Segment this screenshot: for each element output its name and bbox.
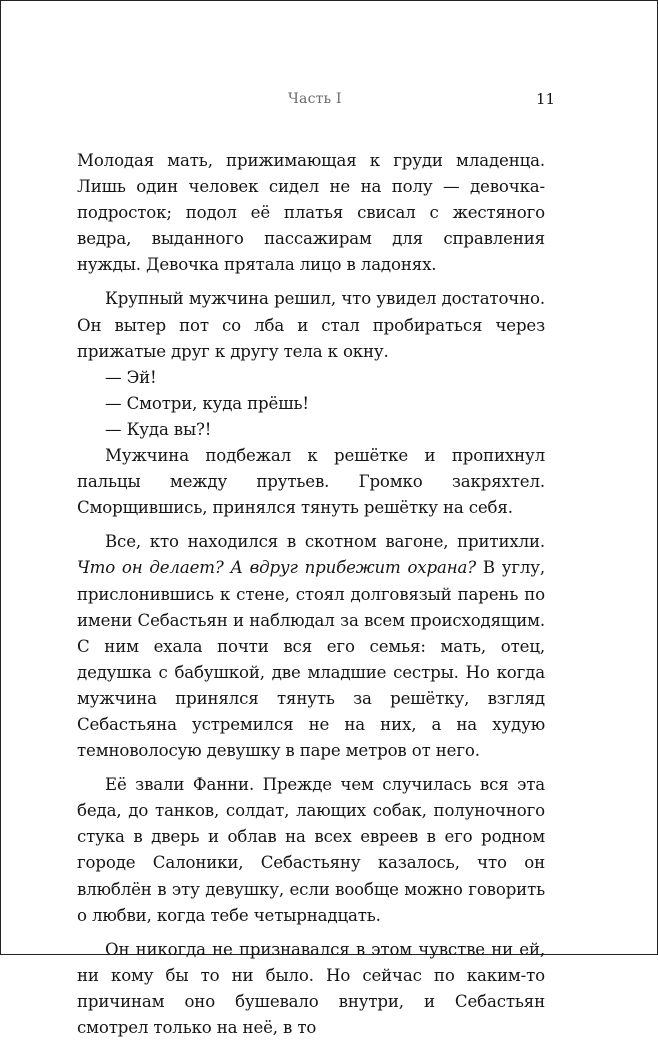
- paragraph-4-text-b: В углу, прислонившись к стене, стоял долговязый парень по имени Себастьян и наблюдал за всем происходящим. С ним ехала почти вся его семья: мать, отец, дедушка с бабушкой, две младшие сестры. Но когда мужчина принялся тянуть за решётку, взгляд Себастьяна устремился не на них, а на худую темноволосую девушку в паре метров от него.: [77, 558, 545, 761]
- running-head: Часть I: [288, 91, 342, 107]
- page-header: [1, 91, 657, 111]
- paragraph-6: Он никогда не признавался в этом чувстве ни ей, ни кому бы то ни было. Но сейчас по каким-то причинам оно бушевало внутри, и Себастьян смотрел только на неё, в то: [77, 939, 545, 1037]
- paragraph-4: [77, 529, 545, 764]
- paragraph-2: Крупный мужчина решил, что увидел достаточно. Он вытер пот со лба и стал пробираться через прижатые друг к другу тела к окну.: [77, 289, 545, 361]
- dialogue-line-2: — Смотри, куда прёшь!: [105, 393, 309, 413]
- paragraph-4-text-a: Все, кто находился в скотном вагоне, притихли.: [105, 532, 545, 552]
- dialogue-line-3: — Куда вы?!: [105, 419, 212, 439]
- paragraph-4-italic: Что он делает? А вдруг прибежит охрана?: [77, 558, 476, 578]
- page-number: 11: [536, 90, 556, 108]
- body-text: [77, 148, 545, 1041]
- dialogue-line-1: — Эй!: [105, 367, 157, 387]
- paragraph-1: Молодая мать, прижимающая к груди младенца. Лишь один человек сидел не на полу — девочка-подросток; подол её платья свисал с жестяного ведра, выданного пассажирам для справления нужды. Девочка прятала лицо в ладонях.: [77, 151, 545, 275]
- paragraph-5: Её звали Фанни. Прежде чем случилась вся эта беда, до танков, солдат, лающих собак, полуночного стука в дверь и облав на всех евреев в его родном городе Салоники, Себастьяну казалось, что он влюблён в эту девушку, если вообще можно говорить о любви, когда тебе четырнадцать.: [77, 775, 545, 925]
- paragraph-3: Мужчина подбежал к решётке и пропихнул пальцы между прутьев. Громко закряхтел. Сморщившись, принялся тянуть решётку на себя.: [77, 446, 545, 518]
